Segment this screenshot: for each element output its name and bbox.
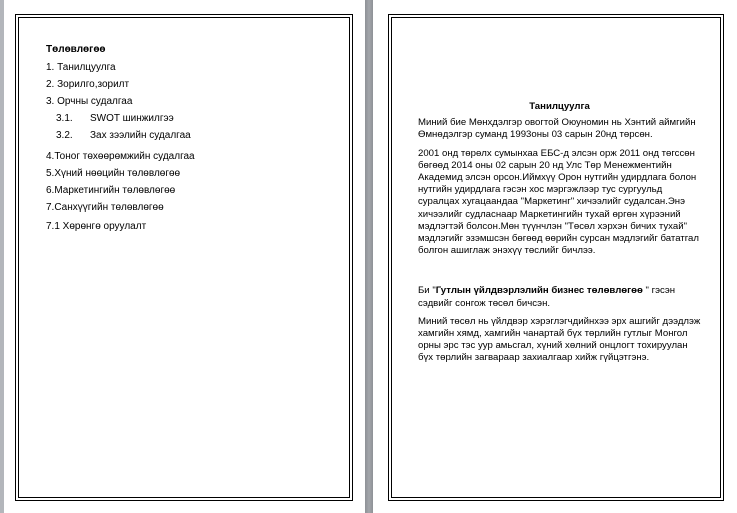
paragraph-project: Миний төсөл нь үйлдвэр хэрэглэгчдийнхээ эрх ашгийг дээдлэж хамгийн хямд, хамгийн чанартай бүх төрлийн гутлыг Монгол орны эрс тэс уур амьсгал, хүний хөлний онцлогт тохируулан бүх төрлийн загвараар захиалгаар хийж гүйцэтгэнэ. <box>418 315 701 364</box>
toc-item: 2. Зорилго,зорилт <box>46 79 130 90</box>
toc-subitem-number: 3.1. <box>56 113 73 124</box>
paragraph-education: 2001 онд төрөлх сумынхаа ЕБС-д элсэн орж 2011 онд төгссөн бөгөөд 2014 оны 02 сарын 20 нд Улс Төр Менежментийн Академид элсэн орсон.Иймхүү Орон нутгийн удирдлага болон нутгийн удирдлага гэсэн хос мэргэжлээр тус сургуульд суралцах хугацаандаа "Маркетинг" хичээлийг судалсан.Энэ хичээлийг судласнаар Маркетингийн тухай өргөн хүрээний мэдлэгтэй болсон.Мөн түүнчлэн "Төсөл хэрхэн бичих тухай" мэдлэгийг эзэмшсэн бөгөөд өөрийн сурсан мэдлэгийг бататгал болгон ашиглаж энэхүү төслийг бичлээ. <box>418 147 699 257</box>
toc-item: 5.Хүний нөөцийн төлөвлөгөө <box>46 168 181 179</box>
toc-item: 7.1 Хөрөнгө оруулалт <box>46 221 147 232</box>
topic-suffix: " гэсэн сэдвийг сонгож төсөл бичсэн. <box>418 285 676 309</box>
toc-subitem <box>46 130 195 142</box>
document-page-2[interactable] <box>373 0 737 513</box>
toc-subitem-label: SWOT шинжилгээ <box>90 113 174 124</box>
page-gutter <box>365 0 373 513</box>
toc-subitem <box>46 113 195 125</box>
document-page-1[interactable] <box>4 0 365 513</box>
toc-title: Төлөвлөгөө <box>46 44 106 55</box>
toc-item: 7.Санхүүгийн төлөвлөгөө <box>46 202 164 213</box>
toc-item: 1. Танилцуулга <box>46 62 116 73</box>
topic-title: Гутлын үйлдвэрлэлийн бизнес төлөвлөгөө <box>435 285 643 297</box>
toc-item: 4.Тоног төхөөрөмжийн судалгаа <box>46 151 195 162</box>
toc-item: 3. Орчны судалгаа <box>46 96 133 107</box>
toc-subitem-label: Зах зээлийн судалгаа <box>90 130 191 141</box>
topic-prefix: Би " <box>418 285 436 297</box>
table-of-contents <box>46 44 195 238</box>
toc-item: 6.Маркетингийн төлөвлөгөө <box>46 185 176 196</box>
paragraph-topic <box>418 285 701 309</box>
paragraph-intro: Миний бие Мөнхдэлгэр овогтой Оюуномин нь Хэнтий аймгийн Өмнөдэлгэр суманд 1993оны 03 сарын 20нд төрсөн. <box>418 117 696 141</box>
toc-subitem-number: 3.2. <box>56 130 73 141</box>
page-content <box>418 101 701 371</box>
section-heading: Танилцуулга <box>529 101 590 112</box>
